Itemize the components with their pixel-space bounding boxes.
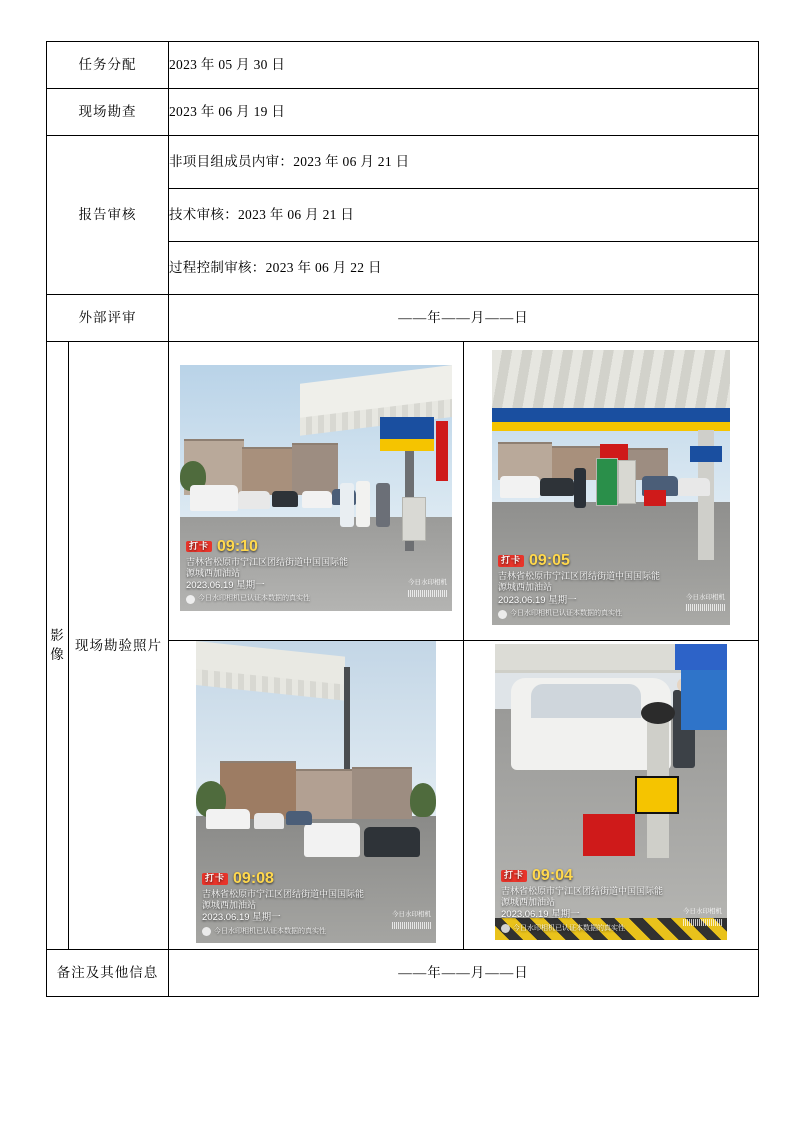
- row-label-report-review: 报告审核: [47, 136, 169, 295]
- row-value-remark: ——年——月——日: [169, 950, 759, 997]
- media-label-char-2: 像: [50, 646, 65, 662]
- table-row: [47, 295, 759, 342]
- watermark-right-text: 今日水印相机: [683, 908, 722, 916]
- row-label-site-survey: 现场勘查: [47, 89, 169, 136]
- watermark-date: 2023.06.19 星期一: [498, 594, 577, 606]
- watermark-barcode-icon: [683, 919, 722, 926]
- watermark-time: 09:08: [233, 869, 274, 887]
- watermark-time-row: [202, 871, 430, 887]
- watermark-right-text: 今日水印相机: [392, 911, 431, 919]
- watermark-time: 09:04: [532, 866, 573, 884]
- watermark-badge: 打卡: [498, 555, 524, 567]
- watermark-footer-text: 今日水印相机已认证本数据的真实性: [198, 595, 310, 603]
- row-label-remark: 备注及其他信息: [47, 950, 169, 997]
- photo-cell-1: [169, 342, 464, 641]
- report-review-item-internal: 非项目组成员内审：2023 年 06 月 21 日: [169, 136, 759, 189]
- table-row-media: [47, 342, 759, 641]
- watermark-right-note: [683, 908, 722, 926]
- photo-refueling-car: [495, 644, 727, 940]
- row-label-media: [47, 342, 69, 950]
- row-label-task-assign: 任务分配: [47, 42, 169, 89]
- table-row: [47, 136, 759, 189]
- watermark-address: 吉林省松原市宁江区团结街道中国国际能源城西加油站: [498, 571, 661, 593]
- watermark-date: 2023.06.19 星期一: [501, 909, 580, 921]
- report-review-item-process: 过程控制审核：2023 年 06 月 22 日: [169, 242, 759, 295]
- watermark-right-text: 今日水印相机: [408, 579, 447, 587]
- watermark-barcode-icon: [392, 922, 431, 929]
- row-value-external-review: ——年——月——日: [169, 295, 759, 342]
- row-value-task-assign: 2023 年 05 月 30 日: [169, 42, 759, 89]
- watermark-overlay: [186, 539, 446, 605]
- watermark-footer-text: 今日水印相机已认证本数据的真实性: [510, 609, 622, 617]
- media-label-char-1: 影: [50, 628, 65, 644]
- photo-cell-2: [464, 342, 759, 641]
- table-row: [47, 950, 759, 997]
- watermark-footer: [186, 594, 446, 605]
- table-row: [47, 42, 759, 89]
- row-label-site-photos: 现场勘验照片: [69, 342, 169, 950]
- watermark-time: 09:05: [529, 552, 570, 570]
- inspection-info-table: [46, 41, 759, 997]
- watermark-date: 2023.06.19 星期一: [202, 912, 281, 924]
- report-review-item-technical: 技术审核：2023 年 06 月 21 日: [169, 189, 759, 242]
- watermark-footer-text: 今日水印相机已认证本数据的真实性: [214, 927, 326, 935]
- watermark-logo-icon: [501, 924, 510, 933]
- row-value-site-survey: 2023 年 06 月 19 日: [169, 89, 759, 136]
- photo-cell-3: [169, 641, 464, 950]
- watermark-address: 吉林省松原市宁江区团结街道中国国际能源城西加油站: [186, 556, 349, 578]
- watermark-time-row: [501, 868, 721, 884]
- photo-street-view: [196, 641, 436, 943]
- watermark-date: 2023.06.19 星期一: [186, 580, 265, 592]
- watermark-right-note: [392, 911, 431, 929]
- watermark-time: 09:10: [217, 537, 258, 555]
- watermark-logo-icon: [202, 927, 211, 936]
- watermark-right-note: [408, 579, 447, 597]
- watermark-badge: 打卡: [501, 870, 527, 882]
- watermark-barcode-icon: [686, 604, 725, 611]
- photo-canopy-pumps: [492, 350, 730, 625]
- table-row: [47, 89, 759, 136]
- photo-station-front: [180, 365, 452, 611]
- watermark-time-row: [186, 539, 446, 555]
- watermark-time-row: [498, 553, 724, 569]
- watermark-barcode-icon: [408, 590, 447, 597]
- row-label-external-review: 外部评审: [47, 295, 169, 342]
- watermark-address: 吉林省松原市宁江区团结街道中国国际能源城西加油站: [501, 885, 664, 907]
- watermark-logo-icon: [186, 595, 195, 604]
- watermark-right-text: 今日水印相机: [686, 593, 725, 601]
- watermark-footer-text: 今日水印相机已认证本数据的真实性: [513, 924, 625, 932]
- photo-cell-4: [464, 641, 759, 950]
- watermark-badge: 打卡: [186, 541, 212, 553]
- watermark-logo-icon: [498, 610, 507, 619]
- watermark-address: 吉林省松原市宁江区团结街道中国国际能源城西加油站: [202, 888, 365, 910]
- watermark-right-note: [686, 594, 725, 612]
- watermark-badge: 打卡: [202, 873, 228, 885]
